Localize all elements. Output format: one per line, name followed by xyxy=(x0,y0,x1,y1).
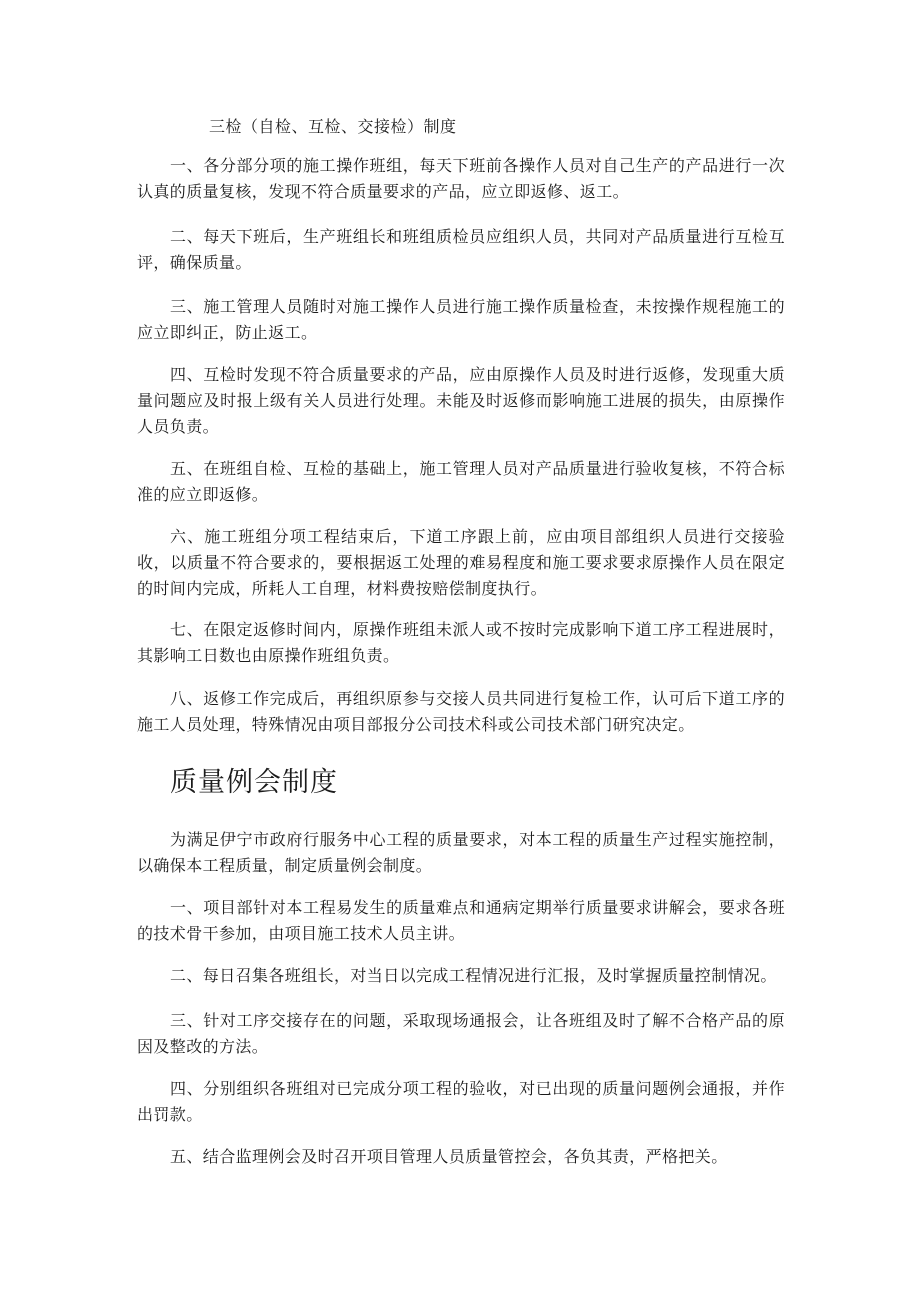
paragraph-7: 七、在限定返修时间内，原操作班组未派人或不按时完成影响下道工序工程进展时，其影响工日数也由原操作班组负责。 xyxy=(137,620,785,665)
paragraph-2: 二、每天下班后，生产班组长和班组质检员应组织人员，共同对产品质量进行互检互评，确保质量。 xyxy=(137,227,785,272)
paragraph-11: 二、每日召集各班组长，对当日以完成工程情况进行汇报，及时掌握质量控制情况。 xyxy=(170,966,777,985)
paragraph-5: 五、在班组自检、互检的基础上，施工管理人员对产品质量进行验收复核，不符合标准的应立即返修。 xyxy=(137,459,785,504)
paragraph-12: 三、针对工序交接存在的问题，采取现场通报会，让各班组及时了解不合格产品的原因及整改的方法。 xyxy=(137,1011,785,1056)
paragraph-13: 四、分别组织各班组对已完成分项工程的验收，对已出现的质量问题例会通报，并作出罚款。 xyxy=(137,1079,785,1124)
paragraph-14: 五、结合监理例会及时召开项目管理人员质量管控会，各负其责，严格把关。 xyxy=(170,1147,728,1166)
paragraph-9: 为满足伊宁市政府行服务中心工程的质量要求，对本工程的质量生产过程实施控制，以确保本工程质量，制定质量例会制度。 xyxy=(137,830,785,875)
section-title-quality-meeting: 质量例会制度 xyxy=(170,767,338,798)
section-title-three-checks: 三检（自检、互检、交接检）制度 xyxy=(209,117,457,136)
paragraph-8: 八、返修工作完成后，再组织原参与交接人员共同进行复检工作，认可后下道工序的施工人员处理，特殊情况由项目部报分公司技术科或公司技术部门研究决定。 xyxy=(137,689,785,734)
paragraph-4: 四、互检时发现不符合质量要求的产品，应由原操作人员及时进行返修，发现重大质量问题应及时报上级有关人员进行处理。未能及时返修而影响施工进展的损失，由原操作人员负责。 xyxy=(137,365,785,436)
paragraph-10: 一、项目部针对本工程易发生的质量难点和通病定期举行质量要求讲解会，要求各班的技术骨干参加，由项目施工技术人员主讲。 xyxy=(137,898,785,943)
paragraph-3: 三、施工管理人员随时对施工操作人员进行施工操作质量检查，未按操作规程施工的应立即纠正，防止返工。 xyxy=(137,297,785,342)
paragraph-6: 六、施工班组分项工程结束后，下道工序跟上前，应由项目部组织人员进行交接验收，以质量不符合要求的，要根据返工处理的难易程度和施工要求要求原操作人员在限定的时间内完成，所耗人工自理，材料费按赔偿制度执行。 xyxy=(137,527,785,598)
paragraph-1: 一、各分部分项的施工操作班组，每天下班前各操作人员对自己生产的产品进行一次认真的质量复核，发现不符合质量要求的产品，应立即返修、返工。 xyxy=(137,156,785,201)
